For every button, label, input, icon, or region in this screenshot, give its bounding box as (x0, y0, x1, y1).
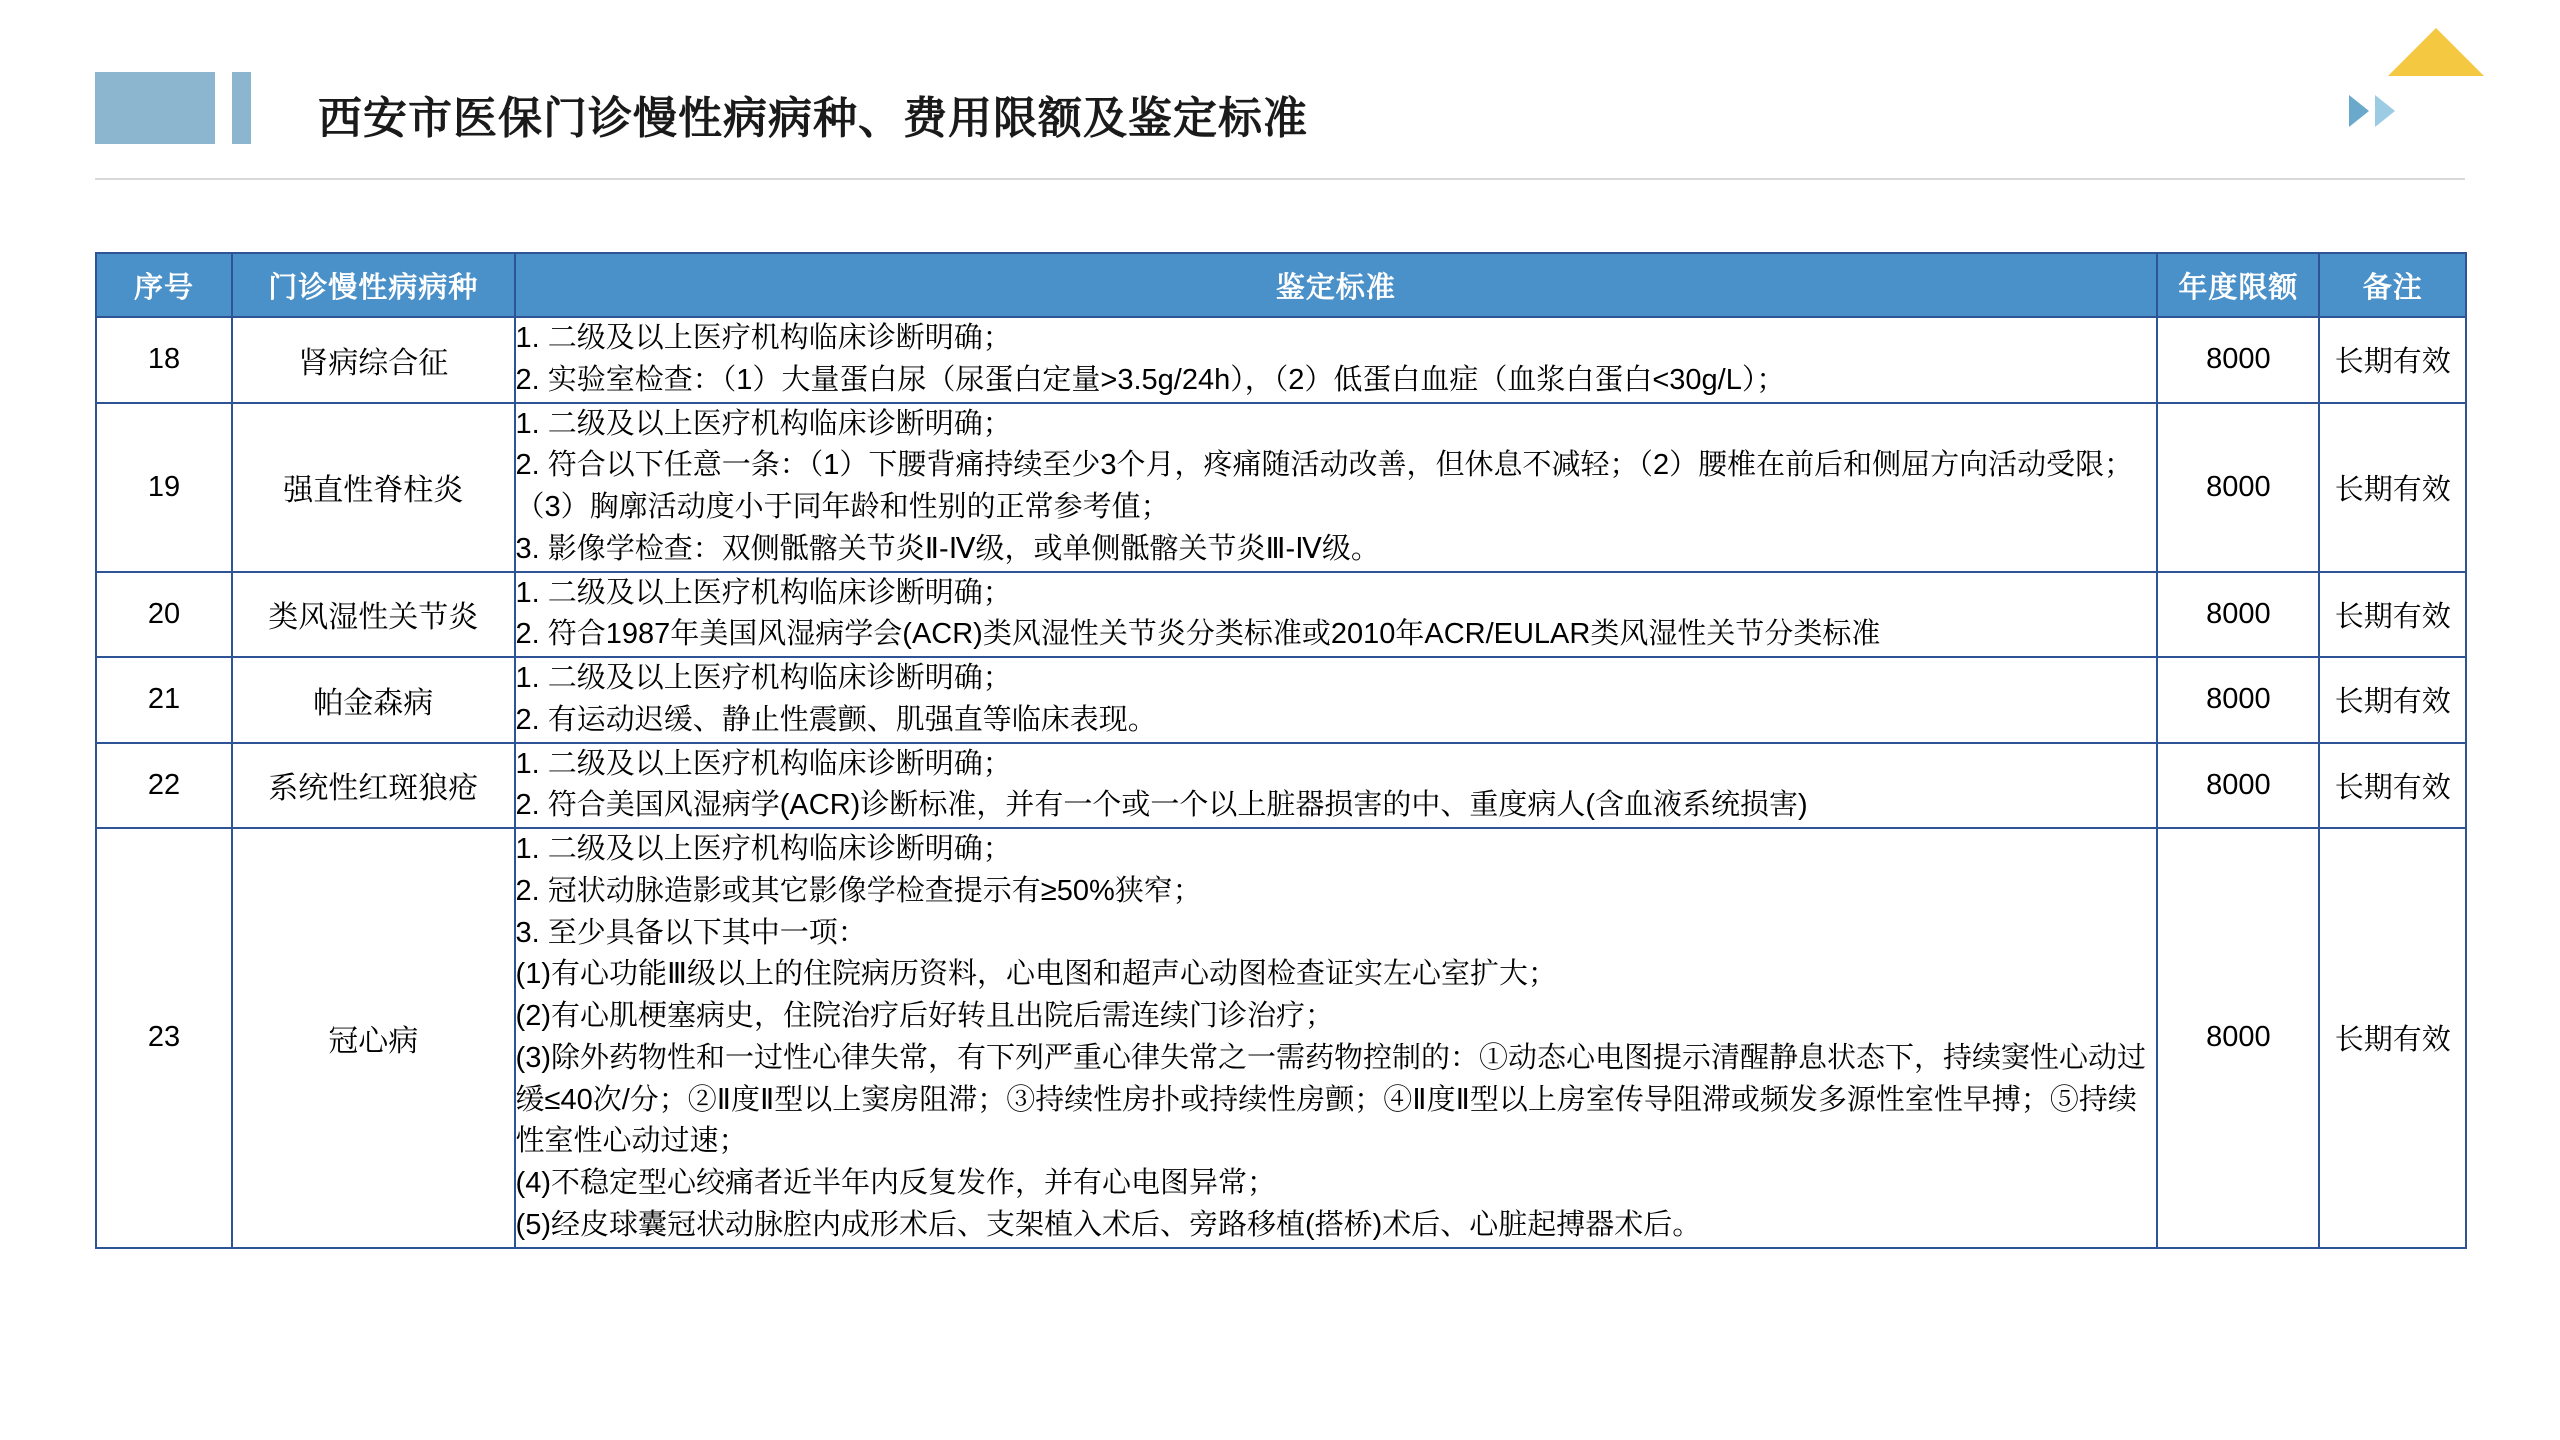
cell-limit: 8000 (2157, 743, 2319, 829)
criteria-table (95, 252, 2467, 1249)
criteria-line: (4)不稳定型心绞痛者近半年内反复发作，并有心电图异常； (515, 1167, 1276, 1199)
cell-remark: 长期有效 (2319, 828, 2466, 1248)
table-row (96, 403, 2466, 572)
table-row (96, 743, 2466, 829)
criteria-line: 2. 符合美国风湿病学(ACR)诊断标准，并有一个或一个以上脏器损害的中、重度病人(含血液系统损害) (515, 789, 1808, 822)
criteria-line: 2. 符合以下任意一条：（1）下腰背痛持续至少3个月，疼痛随活动改善，但休息不减轻；（2）腰椎在前后和侧屈方向活动受限；（3）胸廓活动度小于同年龄和性别的正常参考值； (515, 449, 2134, 523)
cell-criteria (515, 572, 2158, 658)
page-title: 西安市医保门诊慢性病病种、费用限额及鉴定标准 (318, 94, 1308, 143)
cell-criteria (515, 828, 2158, 1248)
criteria-line: 1. 二级及以上医疗机构临床诊断明确； (515, 833, 1012, 865)
cell-remark: 长期有效 (2319, 657, 2466, 743)
criteria-line: 1. 二级及以上医疗机构临床诊断明确； (515, 576, 1012, 609)
column-header-disease: 门诊慢性病病种 (232, 253, 515, 317)
header-accent-bar-thick (95, 72, 215, 144)
criteria-line: 1. 二级及以上医疗机构临床诊断明确； (515, 322, 1012, 354)
cell-criteria (515, 743, 2158, 829)
cell-disease: 强直性脊柱炎 (232, 403, 515, 572)
column-header-no: 序号 (96, 253, 232, 317)
double-chevron-right-icon (2349, 95, 2395, 127)
cell-no: 19 (96, 403, 232, 572)
criteria-line: 1. 二级及以上医疗机构临床诊断明确； (515, 407, 1012, 440)
chevron-right-icon-1 (2349, 95, 2369, 127)
cell-remark: 长期有效 (2319, 317, 2466, 403)
header-divider (95, 178, 2465, 180)
page-header (0, 0, 2560, 185)
cell-remark: 长期有效 (2319, 572, 2466, 658)
cell-criteria (515, 403, 2158, 572)
criteria-line: 2. 有运动迟缓、静止性震颤、肌强直等临床表现。 (515, 703, 1157, 736)
criteria-line: 1. 二级及以上医疗机构临床诊断明确； (515, 747, 1012, 780)
cell-remark: 长期有效 (2319, 403, 2466, 572)
chevron-right-icon-2 (2375, 95, 2395, 127)
table-row (96, 572, 2466, 658)
criteria-line: 2. 实验室检查：（1）大量蛋白尿（尿蛋白定量>3.5g/24h），（2）低蛋白血症（血浆白蛋白<30g/L）； (515, 363, 1786, 396)
criteria-line: 3. 影像学检查：双侧骶髂关节炎Ⅱ-Ⅳ级，或单侧骶髂关节炎Ⅲ-Ⅳ级。 (515, 532, 1380, 565)
criteria-line: (3)除外药物性和一过性心律失常，有下列严重心律失常之一需药物控制的：①动态心电图提示清醒静息状态下，持续窦性心动过缓≤40次/分；②Ⅱ度Ⅱ型以上窦房阻滞；③持续性房扑或持续性房颤；④Ⅱ度Ⅱ型以上房室传导阻滞或频发多源性室性早搏；⑤持续性室性心动过速； (515, 1041, 2146, 1158)
cell-criteria (515, 657, 2158, 743)
column-header-remark: 备注 (2319, 253, 2466, 317)
cell-no: 20 (96, 572, 232, 658)
cell-criteria (515, 317, 2158, 403)
table-row (96, 657, 2466, 743)
cell-limit: 8000 (2157, 317, 2319, 403)
cell-disease: 帕金森病 (232, 657, 515, 743)
column-header-limit: 年度限额 (2157, 253, 2319, 317)
cell-limit: 8000 (2157, 828, 2319, 1248)
cell-no: 18 (96, 317, 232, 403)
cell-limit: 8000 (2157, 572, 2319, 658)
criteria-line: (5)经皮球囊冠状动脉腔内成形术后、支架植入术后、旁路移植(搭桥)术后、心脏起搏器术后。 (515, 1208, 1702, 1241)
criteria-line: 2. 符合1987年美国风湿病学会(ACR)类风湿性关节炎分类标准或2010年ACR/EULAR类风湿性关节分类标准 (515, 618, 1881, 651)
criteria-line: (1)有心功能Ⅲ级以上的住院病历资料，心电图和超声心动图检查证实左心室扩大； (515, 958, 1557, 991)
table-row (96, 317, 2466, 403)
cell-no: 23 (96, 828, 232, 1248)
cell-limit: 8000 (2157, 403, 2319, 572)
triangle-up-icon (2388, 28, 2484, 76)
criteria-table-container (95, 252, 2467, 1249)
cell-no: 21 (96, 657, 232, 743)
column-header-criteria: 鉴定标准 (515, 253, 2158, 317)
cell-disease: 类风湿性关节炎 (232, 572, 515, 658)
table-header-row (96, 253, 2466, 317)
table-row (96, 828, 2466, 1248)
cell-no: 22 (96, 743, 232, 829)
cell-remark: 长期有效 (2319, 743, 2466, 829)
cell-limit: 8000 (2157, 657, 2319, 743)
cell-disease: 系统性红斑狼疮 (232, 743, 515, 829)
criteria-line: 1. 二级及以上医疗机构临床诊断明确； (515, 662, 1012, 694)
cell-disease: 肾病综合征 (232, 317, 515, 403)
cell-disease: 冠心病 (232, 828, 515, 1248)
criteria-line: 2. 冠状动脉造影或其它影像学检查提示有≥50%狭窄； (515, 874, 1202, 907)
criteria-line: 3. 至少具备以下其中一项： (515, 916, 867, 949)
criteria-line: (2)有心肌梗塞病史，住院治疗后好转且出院后需连续门诊治疗； (515, 1000, 1334, 1032)
header-accent-bar-thin (232, 72, 251, 144)
